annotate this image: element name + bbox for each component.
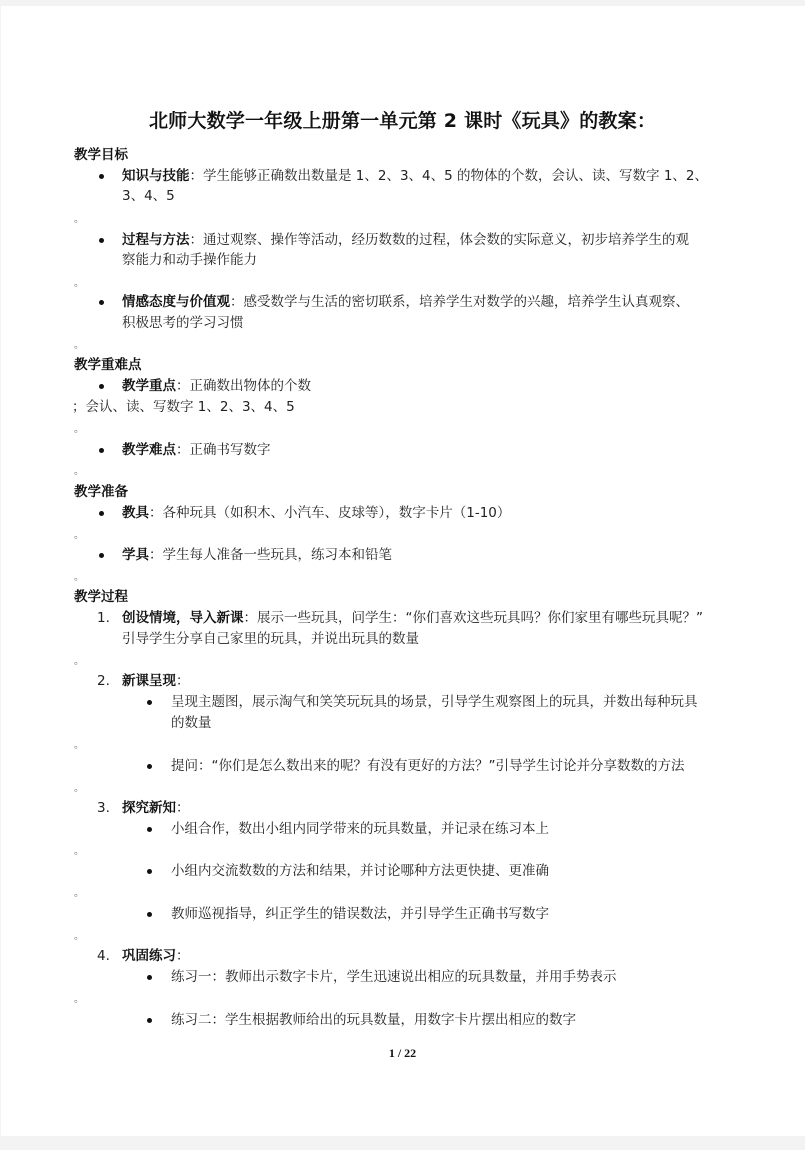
period-marker: 。 [74,740,84,751]
step-number: 1. [97,610,110,626]
step-label: 探究新知 [122,800,176,816]
period-marker: 。 [74,424,84,435]
list-item-objective-3-cont: 积极思考的学习习惯 [122,315,244,331]
bullet-icon [147,869,152,874]
step-label: 创设情境，导入新课 [122,610,244,626]
step-number: 3. [97,800,110,816]
list-item-difficult-point [122,440,271,460]
step-text: ： [176,800,190,816]
period-marker: 。 [74,530,84,541]
period-marker: 。 [74,783,84,794]
section-heading-key-points: 教学重难点 [74,357,142,373]
item-label: 过程与方法 [122,232,190,248]
process-step-2 [122,671,190,691]
list-item-objective-2 [122,230,689,250]
bullet-icon [99,511,104,516]
item-text: ：感受数学与生活的密切联系，培养学生对数学的兴趣，培养学生认真观察、 [230,294,689,310]
list-item-key-point [122,376,311,396]
bullet-icon [147,764,152,769]
period-marker: 。 [74,931,84,942]
step-text: ： [176,948,190,964]
period-marker: 。 [74,656,84,667]
step-text: ：展示一些玩具，问学生：“你们喜欢这些玩具吗？你们家里有哪些玩具呢？” [243,610,703,626]
document-title: 北师大数学一年级上册第一单元第 2 课时《玩具》的教案： [148,110,657,132]
period-marker: 。 [74,572,84,583]
step-label: 巩固练习 [122,948,176,964]
bullet-icon [99,384,104,389]
bullet-icon [99,300,104,305]
item-text: ：各种玩具（如积木、小汽车、皮球等），数字卡片（1-10） [149,505,511,521]
process-step-4-subitem-1: 练习一：教师出示数字卡片，学生迅速说出相应的玩具数量，并用手势表示 [171,969,617,985]
period-marker: 。 [74,466,84,477]
period-marker: 。 [74,994,84,1005]
list-item-objective-2-cont: 察能力和动手操作能力 [122,252,257,268]
list-item-teaching-aids [122,503,510,523]
process-step-3-subitem-1: 小组合作，数出小组内同学带来的玩具数量，并记录在练习本上 [171,821,549,837]
list-item-objective-3 [122,292,689,312]
process-step-3-subitem-2: 小组内交流数数的方法和结果，并讨论哪种方法更快捷、更准确 [171,863,549,879]
process-step-2-subitem-1-cont: 的数量 [171,715,212,731]
bullet-icon [99,448,104,453]
item-label: 学具 [122,547,149,563]
bullet-icon [99,553,104,558]
process-step-4-subitem-2: 练习二：学生根据教师给出的玩具数量，用数字卡片摆出相应的数字 [171,1012,576,1028]
bullet-icon [99,238,104,243]
item-label: 知识与技能 [122,168,190,184]
step-text: ： [176,673,190,689]
process-step-2-subitem-2: 提问：“你们是怎么数出来的呢？有没有更好的方法？”引导学生讨论并分享数数的方法 [171,758,685,774]
bullet-icon [99,174,104,179]
page-indicator: 1 / 22 [388,1046,417,1060]
process-step-1-cont: 引导学生分享自己家里的玩具，并说出玩具的数量 [122,631,419,647]
step-number: 4. [97,948,110,964]
item-text: ：正确数出物体的个数 [176,378,311,394]
list-item-key-point-cont: ；会认、读、写数字 1、2、3、4、5 [72,399,295,415]
step-number: 2. [97,673,110,689]
item-label: 教学难点 [122,442,176,458]
process-step-3-subitem-3: 教师巡视指导，纠正学生的错误数法，并引导学生正确书写数字 [171,906,549,922]
section-heading-process: 教学过程 [74,589,128,605]
process-step-3 [122,798,190,818]
item-label: 情感态度与价值观 [122,294,230,310]
bullet-icon [147,975,152,980]
item-text: ：通过观察、操作等活动，经历数数的过程，体会数的实际意义，初步培养学生的观 [189,232,689,248]
process-step-1 [122,608,703,628]
period-marker: 。 [74,214,84,225]
section-heading-preparation: 教学准备 [74,484,128,500]
bullet-icon [147,1018,152,1023]
item-label: 教学重点 [122,378,176,394]
item-text: ：正确书写数字 [176,442,271,458]
bullet-icon [147,827,152,832]
section-heading-objectives: 教学目标 [74,147,128,163]
bullet-icon [147,912,152,917]
item-text: ：学生每人准备一些玩具，练习本和铅笔 [149,547,392,563]
period-marker: 。 [74,340,84,351]
period-marker: 。 [74,278,84,289]
list-item-objective-1-cont: 3、4、5 [122,188,175,204]
period-marker: 。 [74,888,84,899]
item-text: ：学生能够正确数出数量是 1、2、3、4、5 的物体的个数，会认、读、写数字 1、2、 [189,168,708,184]
process-step-2-subitem-1: 呈现主题图，展示淘气和笑笑玩玩具的场景，引导学生观察图上的玩具，并数出每种玩具 [171,694,698,710]
item-label: 教具 [122,505,149,521]
list-item-student-materials [122,545,392,565]
list-item-objective-1 [122,166,708,186]
period-marker: 。 [74,846,84,857]
bullet-icon [147,700,152,705]
step-label: 新课呈现 [122,673,176,689]
process-step-4 [122,946,190,966]
